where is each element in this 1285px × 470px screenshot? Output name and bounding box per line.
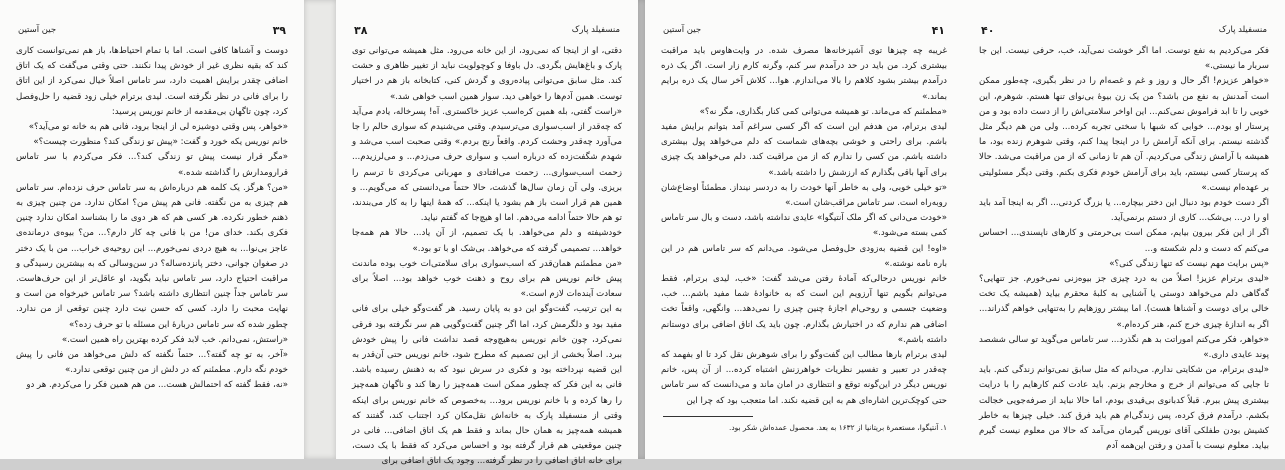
running-title: جین آستین [18, 25, 57, 35]
page-number: ۴۱ [931, 23, 945, 37]
spread-divider [638, 0, 645, 459]
page-40 [963, 0, 1285, 459]
footnote-divider [663, 416, 753, 417]
page-body-text: غریبه چه چیزها توی آشپزخانه‌ها مصرف شده. در وایت‌هاوس باید مراقبت بیشتری کرد. من باید در حد درآمدم سر کنم، وگرنه کارم زار است. اگر یک ذره درآمدم بیشتر بشود کلاهم را بالا می‌اندازم. هوا... کلاش آخر سال یک ذره برایم بماند.» «مطمئنم که می‌ماند. تو همیشه می‌توانی کمی کنار بگذاری، مگر نه؟» لیدی برترام، من هدفم این است که اگر کسی سراغم آمد بتوانم برایش مفید باشم. برای راحتی و خوشی بچه‌های شماست که دلم می‌خواهد پول بیشتری داشته باشم. من کسی را ندارم که از من مراقبت کند. دلم می‌خواهد یک چیزی برای آنها باقی بگذارم که ارزشش را داشته باشد.» «تو خیلی خوبی، ولی به خاطر آنها خودت را به دردسر نینداز. مطمئناً اوضاع‌شان روبه‌راه است. سر تاماس مراقب‌شان است.» «خودت می‌دانی که اگر ملک آنتیگوا» عایدی نداشته باشد، دست و بال سر تاماس کمی بسته می‌شود.» «اوه! این قضیه به‌زودی حل‌وفصل می‌شود. می‌دانم که سر تاماس هم در این باره نامه نوشته.» خانم نوریس درحالی‌که آمادهٔ رفتن می‌شد گفت: «خب، لیدی برترام، فقط می‌توانم بگویم تنها آرزویم این است که به خانوادهٔ شما مفید باشم... خب، وضعیت جسمی و روحی‌ام اجازهٔ چنین چیزی را نمی‌دهد... وانگهی، واقعاً تخت اضافی هم ندارم که در اختیارش بگذارم. چون باید یک اتاق اضافی برای دوستانم داشته باشم.» لیدی برترام بارها مطالب این گفت‌وگو را برای شوهرش نقل کرد تا او بفهمد که چه‌قدر در تعبیر و تفسیر نظریات خواهرزنش اشتباه کرده... از آن پس، خانم نوریس دیگر در این‌گونه توقع و انتظاری در امان ماند و می‌دانست که سر تاماس حتی کوچک‌ترین اشاره‌ای هم به این قضیه نکند. اما متعجب بود که چرا این [661, 46, 947, 406]
page-body-text: دوست و آشناها کافی است. اما با تمام احتیاط‌ها، باز هم نمی‌توانست کاری کند که بقیه نظری غیر از خودش پیدا نکنند. حتی وقتی می‌گفت که یک اتاق اضافی چقدر برایش اهمیت دارد، سر تاماس اصلاً خیال نمی‌کرد از این اتاق را برای فانی در نظر نگرفته است. لیدی برترام خیلی زود قضیه را حل‌وفصل کرد، چون تاگهان بی‌مقدمه از خانم نوریس پرسید: «خواهر، پس وقتی دوشیزه لی از اینجا برود، فانی هم به خانه تو می‌آید؟» خانم نوریس یکه خورد و گفت: «پیش تو زندگی کند؟ منظورت چیست؟» «مگر قرار نیست پیش تو زندگی کند؟... فکر می‌کردم با سر تاماس قرارومدارش را گذاشته شده.» «من؟ هرگز. یک کلمه هم درباره‌اش به سر تاماس حرف نزده‌ام. سر تاماس هم چیزی به من نگفته. فانی هم پیش من؟ امکان ندارد. من چنین چیزی به ذهنم خطور نکرده. هر کسی هم که هر دوی ما را بشناسد امکان ندارد چنین فکری بکند. خدای من! من با فانی چه کار دارم؟... من؟ بیوه‌ی درمانده‌ی عاجز بی‌نوا... به هیچ دردی نمی‌خورم... این روحیه‌ی خراب... من با یک دختر در صغوان جوانی، دختر پانزده‌ساله؟ در سن‌وسالی که به بیشترین رسیدگی و مراقبت احتیاج دارد، سر تاماس نباید بگوید، او عاقل‌تر از این حرف‌هاست. سر تاماس جداً چنین انتظاری داشته باشد؟ سر تاماس خیرخواه من است و نهایت محبت را دارد. کسی که حسن نیت دارد چنین توقعی از من ندارد. چطور شده که سر تاماس دربارهٔ این مسئله با تو حرف زده؟» «راستش، نمی‌دانم. خب لابد فکر کرده بهترین راه همین است.» «آخر، به تو چه گفته؟... حتماً نگفته که دلش می‌خواهد من فانی را پیش خودم نگه دارم. مطمئنم که در دلش از من چنین توقعی ندارد.» «نه، فقط گفته که احتمالش هست... من هم همین فکر را می‌کردم. هر دو [16, 46, 288, 391]
page-38 [336, 0, 638, 467]
page-39 [0, 0, 304, 459]
page-41 [645, 0, 963, 459]
running-title: جین آستین [663, 25, 702, 35]
running-title: منسفیلد پارک [571, 25, 620, 35]
page-header [354, 22, 620, 38]
page-header [981, 22, 1267, 38]
page-number: ۴۰ [981, 23, 995, 37]
footnote: ۱. آنتیگوا، مستعمرهٔ بریتانیا از ۱۶۳۲ به بعد. محصول عمده‌اش شکر بود. [729, 423, 947, 432]
page-body-text: فکر می‌کردیم به نفع توست. اما اگر خوشت نمی‌آید، خب، حرفی نیست. این جا سربار ما نیستی.» «خواهر عزیزم! اگر حال و روز و غم و غصه‌ام را در نظر بگیری، چه‌طور ممکن است آمدنش به نفع من باشد؟ من یک زن بیوهٔ بی‌نوای تنها هستم. شوهرم، این خوبی را تا ابد فراموش نمی‌کنم... این اواخر سلامتی‌اش را از دست داده بود و من پرستار او بودم... خوابی که شبها با سختی تجربه کرده... ولی من هم دیگر مثل گذشته نیستم. برای آنکه آرامش را در اینجا پیدا کنم، وقتی شوهرم زنده بود، ما همیشه با آرامش زندگی می‌کردیم. آن هم تا زمانی که از من مراقبت می‌شد. حالا که پرستار کسی نیستم، باید برای آرامش خودم فکری بکنم. وقتی دیگر مسئولیتی بر عهده‌ام نیست.» اگر دست خودم بود دنبال این دختر بیچاره... یا بزرگ کردنی... اگر به اینجا آمد باید او را در... بی‌شک... کاری از دستم برنمی‌آید. اگر از این فکر بیرون بیایم، ممکن است بی‌حرمتی و کارهای ناپسندی... احساس می‌کنم که دست و دلم شکسته و... «پس برایت مهم نیست که تنها زندگی کنی؟» «لیدی برترام عزیز! اصلاً من به درد چیزی جز بیوه‌زنی نمی‌خورم. جز تنهایی؟ گه‌گاهی دلم می‌خواهد دوستی یا آشنایی به کلبهٔ محقرم بیاید (همیشه یک تخت خالی برای دوست و آشناها هست). اما بیشتر روزهایم را به‌تنهایی خواهم گذراند... اگر به اندازهٔ چیزی خرج کنم، هنر کرده‌ام.» «خواهر، فکر می‌کنم اموراتت بد هم نگذرد... سر تاماس می‌گوید تو سالی ششصد پوند عایدی داری.» «لیدی برترام، من شکایتی ندارم. می‌دانم که مثل سابق نمی‌توانم زندگی کنم. باید تا جایی که می‌توانم از خرج و مخارجم بزنم. باید عادت کنم کارهایم را با درایت بیشتری پیش ببرم. قبلاً کدبانوی بی‌قیدی بودم، اما حالا نباید از صرفه‌جویی خجالت بکشم. درآمدم فرق کرده، پس زندگی‌ام هم باید فرق کند. خیلی چیزها به خاطر کشیش بودن طفلکی آقای نوریس گیرمان می‌آمد که حالا من معلوم نیست گیرم بیاید. معلوم نیست با آمدن و رفتن این‌همه آدم [979, 46, 1269, 452]
page-body-text: دقتی، او از اینجا که نمی‌رود، از این خانه می‌رود. مثل همیشه می‌توانی توی پارک و باغ‌هایش بگردی. دل باوفا و کوچولویت نباید از تغییر ظاهری و حشت کند. مثل سابق می‌توانی پیاده‌روی و گردش کنی، کتابخانه باز هم در اختیار توست. همین آدم‌ها را خواهی دید. سوار همین اسب خواهی شد.» «راست گفتی، بله همین کره‌اسب عزیز خاکستری. آه! پسرخاله، یادم می‌آید که چه‌قدر از اسب‌سواری می‌ترسیدم. وقتی می‌شنیدم که سواری حالم را جا می‌آورد چه‌قدر وحشت کردم. واقعاً رنج بردم.» وقتی صحبت اسب می‌شد و شهدم شگفت‌زده که درباره اسب و سواری حرف می‌زدم... و می‌لرزیدم... زحمت اسب‌سواری... زحمت می‌افتادی و مهربانی می‌کردی تا ترسم را بریزی. ولی آن زمان سال‌ها گذشت، حالا حتماً می‌دانستی که می‌گویم... و همین هم قرار است باز هم بشود یا اینکه... که همهٔ اینها را به کار می‌بندند، تو هم حالا حتماً ادامه می‌دهم. اما او هیچ‌جا که گفتم نیاید. خودشیفته و دلم می‌خواهد. با یک تصمیم، از آن یاد... حالا هم همه‌جا خواهد... تصمیمی گرفته که می‌خواهد. بی‌شک او با تو بود.» «من مطمئنم همان‌قدر که اسب‌سواری برای سلامتی‌ات خوب بوده ماندنت پیش خانم نوریس هم برای روح و ذهنت خوب خواهد بود... اصلاً برای سعادت آینده‌ات لازم است.» به این ترتیب، گفت‌وگو این دو به پایان رسید. هر گفت‌وگو خیلی برای فانی مفید بود و دلگرمش کرد، اما اگر چنین گفت‌وگویی هم سر نگرفته بود فرقی نمی‌کرد، چون خانم نوریس به‌هیچ‌وجه قصد نداشت فانی را پیش خودش ببرد. اصلاً بخشی از این تصمیم که مطرح شود، خانم نوریس حتی آن‌قدر به این قضیه نپرداخته بود و فکری در سرش نبود که به ذهنش رسیده باشد. فانی به این فکر که چطور ممکن است همه‌چیز را رها کند و ناگهان همه‌چیز را رها کرده و با خانم نوریس برود... به‌خصوص که خانم نوریس برای اینکه وقتی از منسفیلد پارک به خانه‌اش نقل‌مکان کرد اجتناب کند، گفتند که همیشه همه‌چیز به همان حال بماند و فقط هم یک اتاق اضافی... فانی در چنین موقعیتی هم قرار گرفته بود و احساس می‌کرد که فقط با یک دست، برای خانه اتاق اضافی را در نظر گرفته... وجود یک اتاق اضافی برای [352, 46, 622, 467]
page-number: ۳۹ [272, 23, 286, 37]
page-number: ۳۸ [354, 23, 368, 37]
page-header [663, 22, 945, 38]
book-gutter [304, 0, 336, 459]
running-title: منسفیلد پارک [1218, 25, 1267, 35]
page-header [18, 22, 286, 38]
